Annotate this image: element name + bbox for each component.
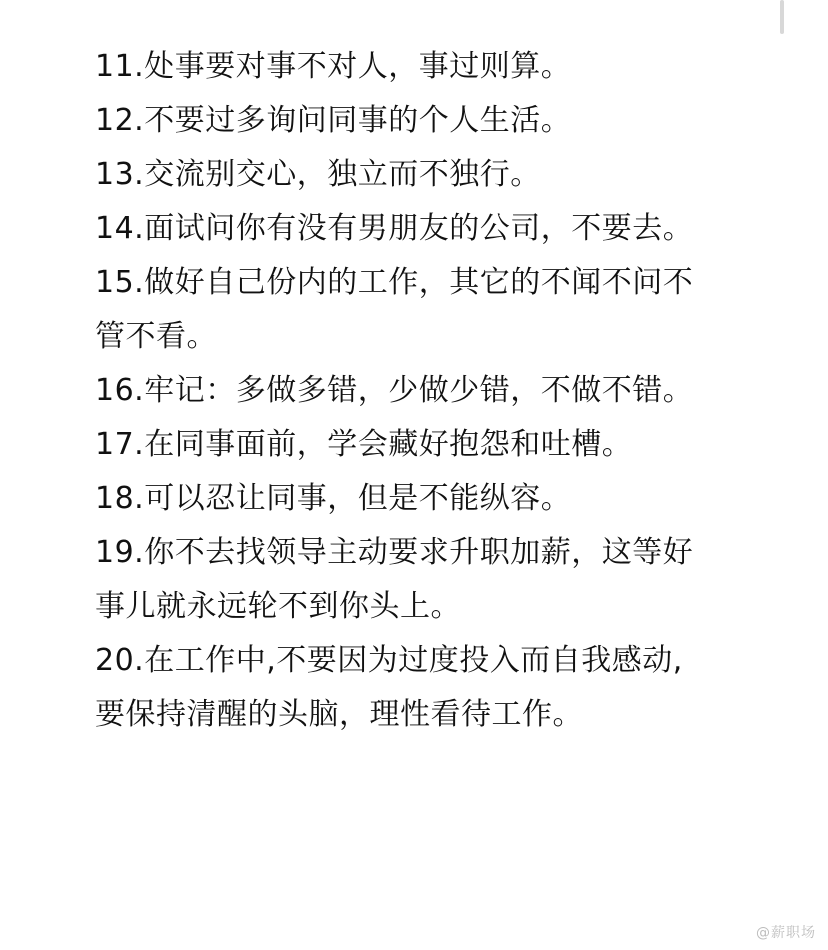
list-item: 16.牢记：多做多错，少做少错，不做不错。: [95, 373, 694, 408]
list-item: 13.交流别交心，独立而不独行。: [95, 157, 541, 192]
scrollbar[interactable]: [778, 0, 786, 36]
list-item: 17.在同事面前，学会藏好抱怨和吐槽。: [95, 427, 633, 462]
list-item: 18.可以忍让同事，但是不能纵容。: [95, 481, 572, 516]
list-item: 14.面试问你有没有男朋友的公司，不要去。: [95, 211, 694, 246]
list-item: 19.你不去找领导主动要求升职加薪，这等好 事儿就永远轮不到你头上。: [95, 535, 694, 624]
list-item: 20.在工作中,不要因为过度投入而自我感动, 要保持清醒的头脑，理性看待工作。: [95, 643, 683, 732]
watermark: @薪职场: [756, 925, 816, 941]
list-item: 11.处事要对事不对人，事过则算。: [95, 49, 572, 84]
list-item: 15.做好自己份内的工作，其它的不闻不问不 管不看。: [95, 265, 694, 354]
scrollbar-thumb[interactable]: [780, 0, 784, 34]
tips-list: [95, 40, 795, 742]
list-item: 12.不要过多询问同事的个人生活。: [95, 103, 572, 138]
